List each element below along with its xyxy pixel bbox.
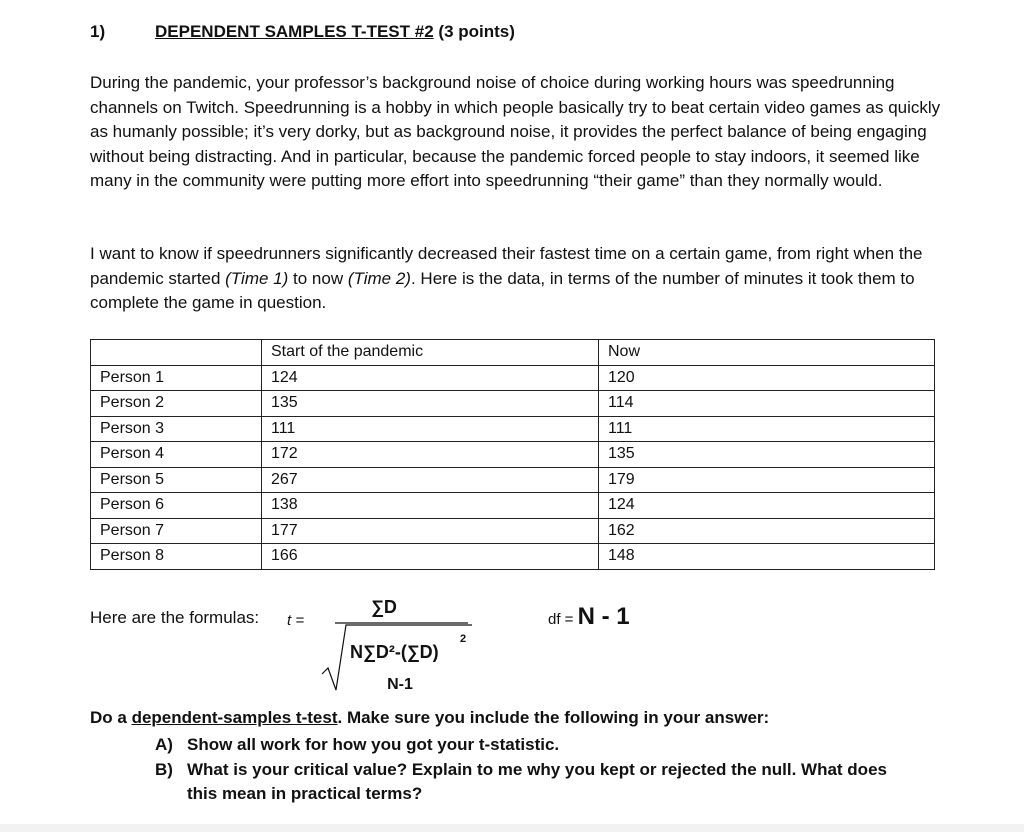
- table-cell: 162: [599, 518, 935, 544]
- formulas-label: Here are the formulas:: [90, 608, 260, 627]
- list-item-label: B): [155, 759, 173, 779]
- question-paragraph-a: I want to know if speedrunners significantly decreased their fastest time on a certain game, from right when the pandemic started: [90, 244, 923, 288]
- question-paragraph-b: to now: [288, 268, 348, 288]
- df-formula: [548, 603, 630, 631]
- table-cell: Person 8: [91, 544, 262, 570]
- time2-label: (Time 2): [347, 268, 411, 288]
- question-points: (3 points): [438, 22, 515, 41]
- table-cell: 120: [599, 365, 935, 391]
- table-cell: Person 1: [91, 365, 262, 391]
- table-row: [91, 416, 935, 442]
- page-bottom-band: [0, 824, 1024, 832]
- table-cell: 114: [599, 391, 935, 417]
- table-row: [91, 518, 935, 544]
- table-cell: Person 2: [91, 391, 262, 417]
- table-header-cell: Start of the pandemic: [262, 340, 599, 366]
- intro-paragraph: During the pandemic, your professor’s background noise of choice during working hours was speedrunning channels on Twitch. Speedrunning is a hobby in which people basically try to beat certain video games as quickly as humanly possible; it’s very dorky, but as background noise, it provides the perfect balance of being engaging without being distracting. And in particular, because the pandemic forced people to stay indoors, it seemed like many in the community were putting more effort into speedrunning “their game” than they normally would.: [90, 73, 941, 190]
- list-item: [155, 758, 917, 807]
- data-table: [90, 339, 935, 570]
- list-item: [155, 733, 917, 758]
- table-header-row: [91, 340, 935, 366]
- df-expression: N - 1: [577, 603, 630, 630]
- table-row: [91, 365, 935, 391]
- table-cell: 138: [262, 493, 599, 519]
- table-cell: 148: [599, 544, 935, 570]
- table-cell: 124: [599, 493, 935, 519]
- instructions: [90, 708, 769, 728]
- table-cell: 135: [599, 442, 935, 468]
- t-variable: t =: [287, 612, 305, 629]
- table-row: [91, 493, 935, 519]
- table-header-cell: [91, 340, 262, 366]
- table-cell: 124: [262, 365, 599, 391]
- table-cell: Person 3: [91, 416, 262, 442]
- question-title: [155, 22, 515, 42]
- table-cell: Person 7: [91, 518, 262, 544]
- instructions-suffix: . Make sure you include the following in your answer:: [337, 708, 770, 727]
- instructions-prefix: Do a: [90, 708, 132, 727]
- formula-denominator: N-1: [387, 676, 413, 693]
- table-cell: 111: [262, 416, 599, 442]
- squared-exponent: 2: [460, 633, 467, 645]
- question-paragraph-c: . Here is the data, in terms of the number of minutes it took them to complete the game in question.: [90, 268, 915, 312]
- t-formula: [300, 588, 500, 698]
- table-row: [91, 467, 935, 493]
- table-cell: 179: [599, 467, 935, 493]
- table-cell: 177: [262, 518, 599, 544]
- table-header-cell: Now: [599, 340, 935, 366]
- formula-numerator: ∑D: [371, 597, 397, 617]
- list-item-label: A): [155, 735, 173, 754]
- question-paragraph: [90, 242, 950, 316]
- table-cell: 135: [262, 391, 599, 417]
- table-cell: 267: [262, 467, 599, 493]
- list-item-text: Show all work for how you got your t-statistic.: [187, 735, 560, 754]
- table-cell: 111: [599, 416, 935, 442]
- instructions-test-name: dependent-samples t-test: [131, 708, 338, 727]
- table-cell: Person 5: [91, 467, 262, 493]
- time1-label: (Time 1): [225, 268, 289, 288]
- sum-d-squared-term: N∑D²-(∑D): [350, 642, 439, 662]
- list-item-text: What is your critical value? Explain to me why you kept or rejected the null. What does this mean in practical terms?: [187, 759, 887, 803]
- table-cell: Person 6: [91, 493, 262, 519]
- table-cell: Person 4: [91, 442, 262, 468]
- df-prefix: df =: [548, 611, 574, 628]
- table-row: [91, 442, 935, 468]
- table-cell: 166: [262, 544, 599, 570]
- table-row: [91, 544, 935, 570]
- question-number: 1): [90, 22, 106, 41]
- table-row: [91, 391, 935, 417]
- question-title-text: DEPENDENT SAMPLES T-TEST #2: [155, 22, 434, 41]
- table-cell: 172: [262, 442, 599, 468]
- instruction-list: [155, 733, 917, 807]
